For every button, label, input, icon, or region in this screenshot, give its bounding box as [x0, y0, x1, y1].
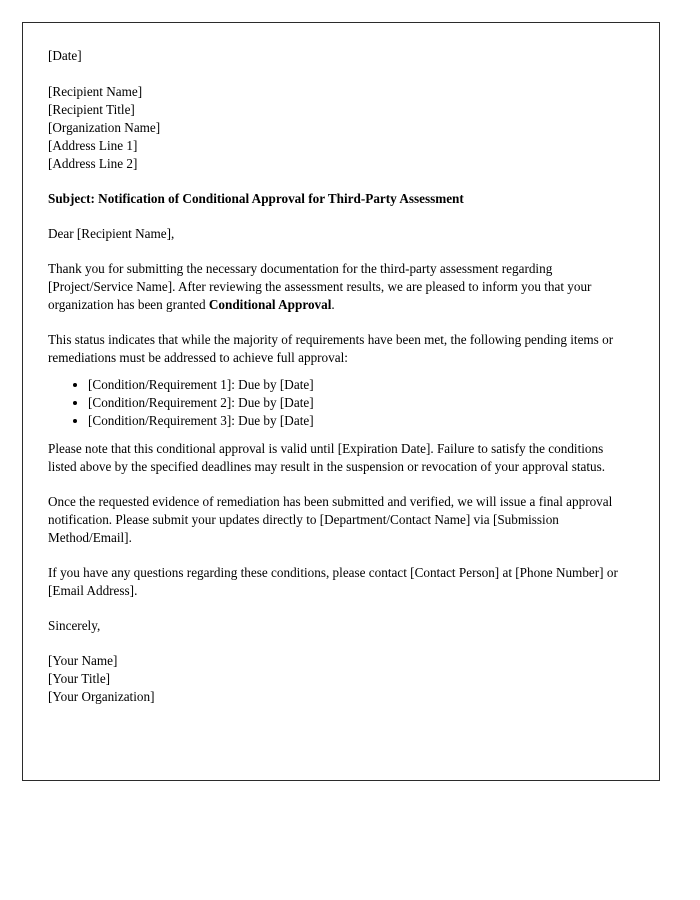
- recipient-name: [Recipient Name]: [48, 84, 143, 99]
- organization-name: [Organization Name]: [48, 120, 161, 135]
- address-line-1: [Address Line 1]: [48, 138, 138, 153]
- list-item: • [Condition/Requirement 3]: Due by [Date]: [88, 412, 628, 430]
- spacer-after-salutation: [48, 243, 628, 260]
- spacer-before-closing: [48, 600, 628, 617]
- paragraph-next-steps: Once the requested evidence of remediation has been submitted and verified, we will issue a final approval notification. Please submit your updates directly to [Department/Contact Name] via [Submission Method/Email].: [48, 494, 613, 545]
- conditional-approval-emphasis: Conditional Approval: [208, 297, 332, 312]
- paragraph-opening: [48, 260, 628, 314]
- address-line-2: [Address Line 2]: [48, 156, 138, 171]
- spacer-before-conditions: [48, 367, 628, 376]
- spacer-after-address: [48, 173, 628, 190]
- spacer-before-signature: [48, 635, 628, 652]
- sender-name: [Your Name]: [48, 653, 118, 668]
- list-item: • [Condition/Requirement 2]: Due by [Date]: [88, 394, 628, 412]
- spacer-after-opening: [48, 314, 628, 331]
- sender-title: [Your Title]: [48, 671, 111, 686]
- list-item: • [Condition/Requirement 1]: Due by [Date]: [88, 376, 628, 394]
- subject-line: Subject: Notification of Conditional Approval for Third-Party Assessment: [48, 191, 464, 206]
- spacer-after-conditions: [48, 430, 628, 440]
- signature-block: [48, 652, 628, 706]
- spacer-after-next-steps: [48, 547, 628, 564]
- sender-organization: [Your Organization]: [48, 689, 155, 704]
- letter-content: [48, 47, 628, 706]
- conditions-list: [48, 376, 628, 430]
- salutation: Dear [Recipient Name],: [48, 226, 175, 241]
- spacer-after-date: [48, 65, 628, 83]
- spacer-after-validity: [48, 476, 628, 493]
- date-placeholder: [Date]: [48, 48, 82, 63]
- closing-salutation: Sincerely,: [48, 618, 101, 633]
- recipient-address-block: [48, 83, 628, 173]
- spacer-after-subject: [48, 208, 628, 225]
- paragraph-contact-info: If you have any questions regarding these conditions, please contact [Contact Person] at [Phone Number] or [Email Address].: [48, 565, 618, 598]
- opening-text-part-1: Thank you for submitting the necessary documentation for the third-party assessment regarding [Project/Service Name]. After reviewing the assessment results, we are pleased to inform you that your organization has been granted: [48, 261, 592, 312]
- paragraph-status-intro: This status indicates that while the majority of requirements have been met, the following pending items or remediations must be addressed to achieve full approval:: [48, 332, 614, 365]
- letter-page-frame: [22, 22, 660, 781]
- opening-text-part-2: .: [331, 297, 335, 312]
- paragraph-validity-notice: Please note that this conditional approval is valid until [Expiration Date]. Failure to satisfy the conditions listed above by the specified deadlines may result in the suspension or revocation of your approval status.: [48, 441, 606, 474]
- recipient-title: [Recipient Title]: [48, 102, 135, 117]
